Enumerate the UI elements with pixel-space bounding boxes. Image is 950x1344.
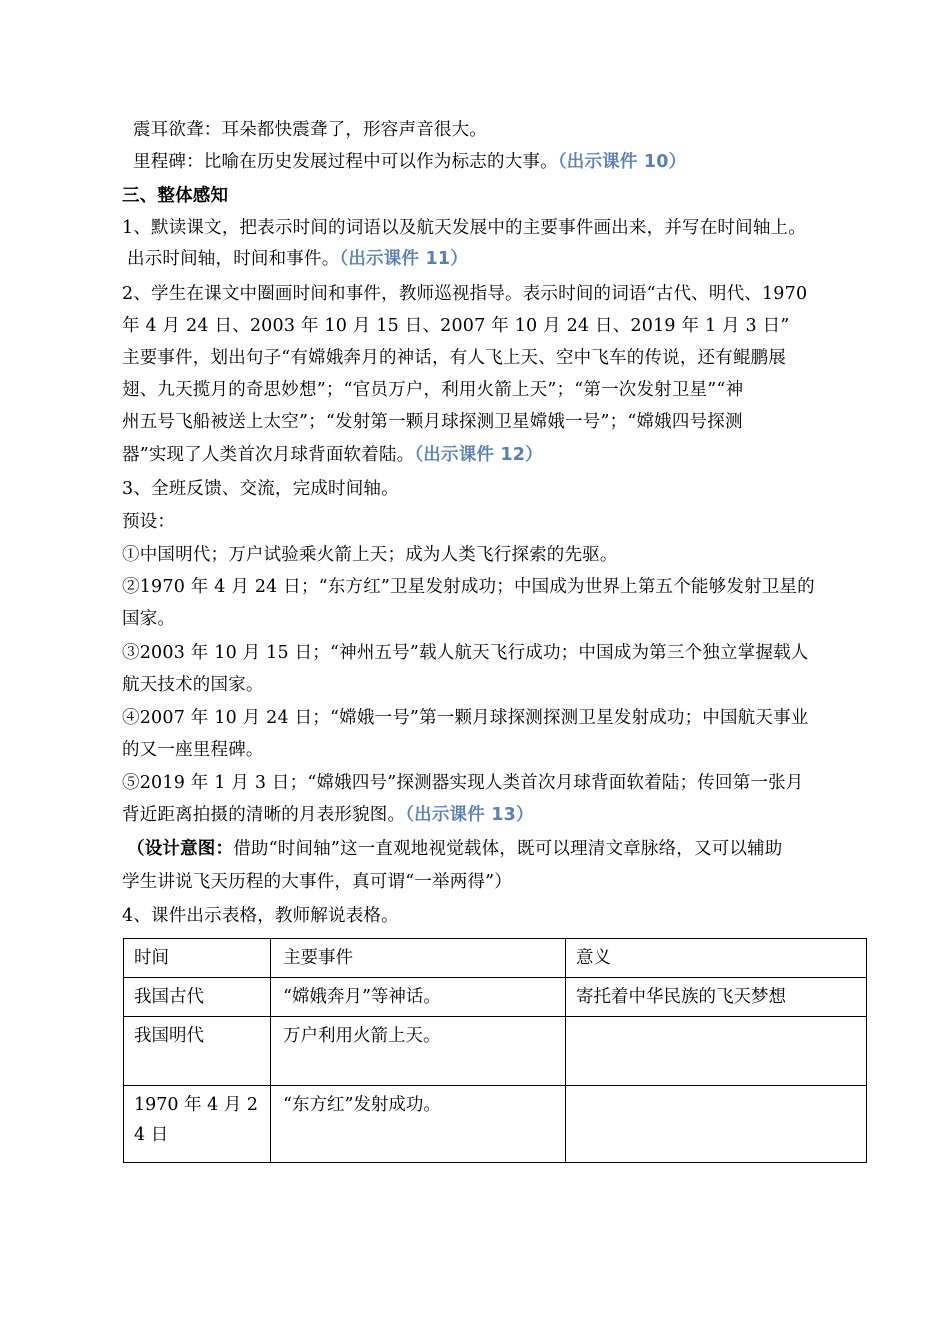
preset-item-4-line-1: ④2007 年 10 月 24 日；“嫦娥一号”第一颗月球探测探测卫星发射成功；中国航天事业 (122, 708, 809, 728)
section-heading: 三、整体感知 (122, 186, 229, 206)
table-cell-event: “东方红”发射成功。 (271, 1086, 566, 1163)
preset-item-4-line-2: 的又一座里程碑。 (122, 740, 264, 760)
step-2-line-4: 翅、九天揽月的奇思妙想”；“官员万户，利用火箭上天”；“第一次发射卫星”“神 (122, 380, 744, 400)
preset-label: 预设： (122, 512, 176, 532)
step-3-text: 3、全班反馈、交流，完成时间轴。 (122, 479, 399, 499)
courseware-ref-10: （出示课件 10） (557, 152, 687, 172)
table-cell-time: 我国古代 (124, 978, 271, 1017)
table-cell-meaning: 寄托着中华民族的飞天梦想 (566, 978, 867, 1017)
step-2-line-5: 州五号飞船被送上太空”；“发射第一颗月球探测卫星嫦娥一号”；“嫦娥四号探测 (122, 412, 743, 432)
step-2-line-3: 主要事件，划出句子“有嫦娥奔月的神话，有人飞上天、空中飞车的传说，还有鲲鹏展 (122, 348, 787, 368)
step-4-text: 4、课件出示表格，教师解说表格。 (122, 906, 399, 926)
courseware-ref-13: （出示课件 13） (405, 805, 534, 825)
preset-item-2-line-1: ②1970 年 4 月 24 日；“东方红”卫星发射成功；中国成为世界上第五个能够发射卫星的 (122, 577, 815, 597)
table-cell-event: 万户利用火箭上天。 (271, 1017, 566, 1086)
table-row (124, 978, 867, 1017)
table-row (124, 1086, 867, 1163)
step-1-note: 出示时间轴，时间和事件。（出示课件 11） (127, 249, 468, 269)
preset-item-5-line-2: 背近距离拍摄的清晰的月表形貌图。（出示课件 13） (122, 805, 534, 825)
design-intent-line-2: 学生讲说飞天历程的大事件，真可谓“一举两得”） (122, 872, 512, 892)
preset-item-1: ①中国明代；万户试验乘火箭上天；成为人类飞行探索的先驱。 (122, 545, 618, 565)
table-header-time: 时间 (124, 939, 271, 978)
step-2-line-1: 2、学生在课文中圈画时间和事件，教师巡视指导。表示时间的词语“古代、明代、1970 (122, 284, 808, 304)
table-header-meaning: 意义 (566, 939, 867, 978)
design-intent-line-1: （设计意图：借助“时间轴”这一直观地视觉载体，既可以理清文章脉络，又可以辅助 (127, 839, 783, 859)
step-1-text: 1、默读课文，把表示时间的词语以及航天发展中的主要事件画出来，并写在时间轴上。 (122, 218, 806, 238)
vocab-zhenerlong: 震耳欲聋：耳朵都快震聋了，形容声音很大。 (133, 120, 487, 140)
preset-item-3-line-1: ③2003 年 10 月 15 日；“神州五号”载人航天飞行成功；中国成为第三个独立掌握载人 (122, 643, 809, 663)
design-intent-label: （设计意图： (127, 839, 234, 859)
preset-item-2-line-2: 国家。 (122, 609, 176, 629)
table-cell-event: “嫦娥奔月”等神话。 (271, 978, 566, 1017)
table-cell-time: 我国明代 (124, 1017, 271, 1086)
table-header-row (124, 939, 867, 978)
table-cell-time: 1970 年 4 月 24 日 (124, 1086, 271, 1163)
courseware-ref-12: （出示课件 12） (414, 445, 543, 465)
table-row (124, 1017, 867, 1086)
preset-item-5-line-1: ⑤2019 年 1 月 3 日；“嫦娥四号”探测器实现人类首次月球背面软着陆；传回第一张月 (122, 773, 804, 793)
vocab-line-2 (133, 150, 686, 174)
events-table (123, 938, 867, 1163)
vocab-lichengbei: 里程碑：比喻在历史发展过程中可以作为标志的大事。 (133, 152, 558, 172)
table-cell-meaning (566, 1086, 867, 1163)
table-cell-meaning (566, 1017, 867, 1086)
table-header-event: 主要事件 (271, 939, 566, 978)
courseware-ref-11: （出示课件 11） (339, 249, 468, 269)
preset-item-3-line-2: 航天技术的国家。 (122, 675, 264, 695)
step-2-line-2: 年 4 月 24 日、2003 年 10 月 15 日、2007 年 10 月 24 日、2019 年 1 月 3 日” (122, 316, 790, 336)
step-2-line-6: 器”实现了人类首次月球背面软着陆。（出示课件 12） (122, 445, 543, 465)
vocab-line-1 (133, 118, 487, 142)
